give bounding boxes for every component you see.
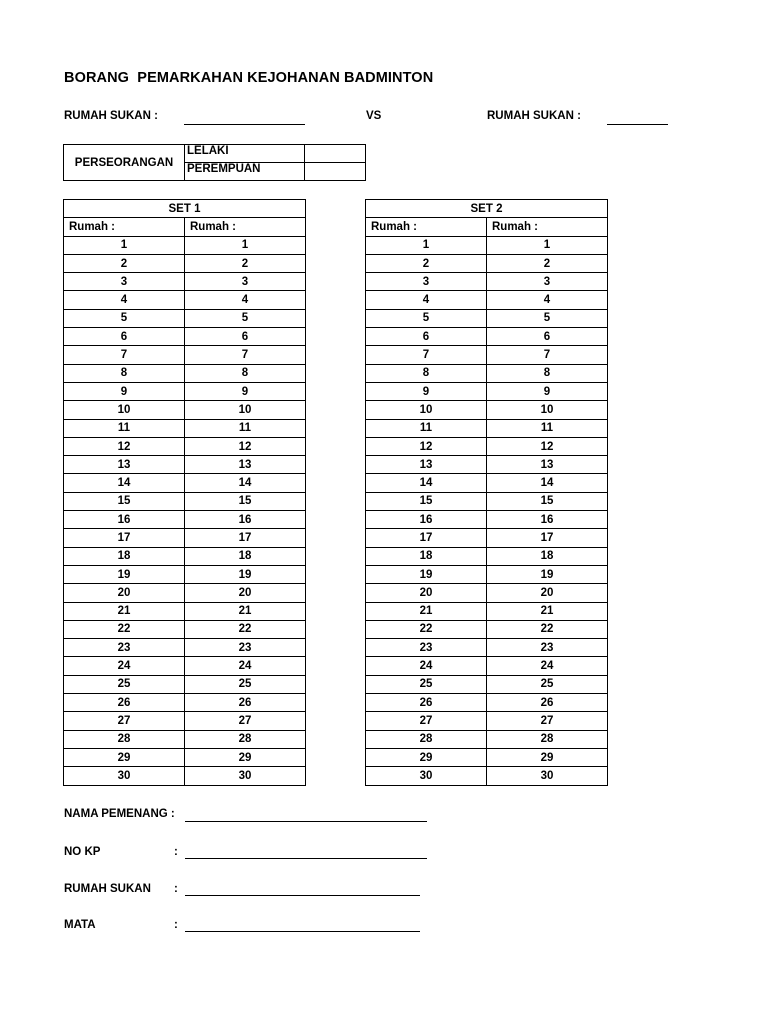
score-cell-right[interactable]: 5 bbox=[487, 309, 608, 327]
winner-name-label: NAMA PEMENANG : bbox=[64, 808, 175, 820]
score-row bbox=[366, 382, 608, 400]
score-cell-left[interactable]: 15 bbox=[64, 492, 185, 510]
score-cell-left[interactable]: 29 bbox=[366, 748, 487, 766]
score-row bbox=[366, 309, 608, 327]
score-cell-left[interactable]: 23 bbox=[64, 639, 185, 657]
score-cell-right[interactable]: 5 bbox=[185, 309, 306, 327]
score-cell-left[interactable]: 21 bbox=[64, 602, 185, 620]
score-row bbox=[64, 437, 306, 455]
score-cell-right[interactable]: 26 bbox=[185, 694, 306, 712]
sport-house-colon: : bbox=[174, 883, 178, 895]
category-checkbox-perempuan[interactable] bbox=[305, 163, 366, 181]
score-row bbox=[64, 584, 306, 602]
score-row bbox=[366, 565, 608, 583]
score-row bbox=[64, 547, 306, 565]
score-cell-left[interactable]: 13 bbox=[366, 456, 487, 474]
score-row bbox=[64, 291, 306, 309]
score-row bbox=[64, 730, 306, 748]
score-cell-right[interactable]: 28 bbox=[185, 730, 306, 748]
score-cell-right[interactable]: 15 bbox=[487, 492, 608, 510]
score-cell-right[interactable]: 14 bbox=[185, 474, 306, 492]
score-row bbox=[64, 309, 306, 327]
score-row bbox=[64, 620, 306, 638]
score-cell-right[interactable]: 10 bbox=[185, 401, 306, 419]
score-cell-right[interactable]: 14 bbox=[487, 474, 608, 492]
score-cell-left[interactable]: 8 bbox=[366, 364, 487, 382]
score-cell-left[interactable]: 30 bbox=[64, 767, 185, 785]
score-cell-right[interactable]: 11 bbox=[487, 419, 608, 437]
score-cell-left[interactable]: 4 bbox=[64, 291, 185, 309]
score-cell-right[interactable]: 18 bbox=[487, 547, 608, 565]
score-cell-left[interactable]: 17 bbox=[366, 529, 487, 547]
score-row bbox=[366, 254, 608, 272]
score-cell-left[interactable]: 2 bbox=[64, 254, 185, 272]
score-cell-right[interactable]: 12 bbox=[185, 437, 306, 455]
score-cell-right[interactable]: 11 bbox=[185, 419, 306, 437]
score-cell-left[interactable]: 1 bbox=[64, 236, 185, 254]
form-title: BORANG PEMARKAHAN KEJOHANAN BADMINTON bbox=[64, 70, 434, 86]
score-row bbox=[64, 382, 306, 400]
score-cell-left[interactable]: 24 bbox=[366, 657, 487, 675]
score-cell-left[interactable]: 23 bbox=[366, 639, 487, 657]
score-cell-right[interactable]: 21 bbox=[487, 602, 608, 620]
score-cell-left[interactable]: 16 bbox=[366, 511, 487, 529]
score-cell-left[interactable]: 29 bbox=[64, 748, 185, 766]
score-cell-right[interactable]: 8 bbox=[185, 364, 306, 382]
score-cell-right[interactable]: 13 bbox=[487, 456, 608, 474]
vs-label: VS bbox=[366, 110, 382, 122]
score-row bbox=[366, 547, 608, 565]
score-row bbox=[64, 712, 306, 730]
house-right-label: RUMAH SUKAN : bbox=[487, 110, 581, 122]
score-row bbox=[366, 364, 608, 382]
score-row bbox=[366, 273, 608, 291]
score-cell-right[interactable]: 7 bbox=[185, 346, 306, 364]
score-cell-right[interactable]: 28 bbox=[487, 730, 608, 748]
score-cell-left[interactable]: 15 bbox=[366, 492, 487, 510]
score-row bbox=[366, 401, 608, 419]
score-row bbox=[64, 657, 306, 675]
score-cell-left[interactable]: 27 bbox=[366, 712, 487, 730]
score-cell-right[interactable]: 29 bbox=[487, 748, 608, 766]
score-row bbox=[366, 584, 608, 602]
set-1-table bbox=[63, 199, 306, 786]
score-row bbox=[366, 511, 608, 529]
score-cell-right[interactable]: 13 bbox=[185, 456, 306, 474]
ic-number-label: NO KP bbox=[64, 846, 101, 858]
score-cell-left[interactable]: 7 bbox=[64, 346, 185, 364]
score-row bbox=[64, 364, 306, 382]
score-cell-right[interactable]: 7 bbox=[487, 346, 608, 364]
score-cell-right[interactable]: 20 bbox=[185, 584, 306, 602]
score-cell-right[interactable]: 29 bbox=[185, 748, 306, 766]
score-cell-left[interactable]: 18 bbox=[366, 547, 487, 565]
score-row bbox=[64, 492, 306, 510]
score-cell-left[interactable]: 14 bbox=[64, 474, 185, 492]
set-title: SET 2 bbox=[366, 200, 608, 218]
ic-number-field[interactable] bbox=[185, 858, 427, 859]
score-row bbox=[64, 419, 306, 437]
score-cell-right[interactable]: 19 bbox=[487, 565, 608, 583]
score-row bbox=[366, 748, 608, 766]
score-cell-left[interactable]: 10 bbox=[366, 401, 487, 419]
score-cell-right[interactable]: 26 bbox=[487, 694, 608, 712]
score-row bbox=[366, 492, 608, 510]
score-row bbox=[64, 273, 306, 291]
score-row bbox=[64, 675, 306, 693]
score-cell-right[interactable]: 4 bbox=[487, 291, 608, 309]
category-table bbox=[63, 144, 366, 181]
score-cell-left[interactable]: 16 bbox=[64, 511, 185, 529]
score-cell-left[interactable]: 13 bbox=[64, 456, 185, 474]
category-label: PERSEORANGAN bbox=[64, 145, 185, 181]
score-row bbox=[64, 254, 306, 272]
score-row bbox=[366, 694, 608, 712]
score-row bbox=[366, 675, 608, 693]
sport-house-field[interactable] bbox=[185, 895, 420, 896]
sport-house-label: RUMAH SUKAN bbox=[64, 883, 151, 895]
score-row bbox=[64, 474, 306, 492]
score-cell-right[interactable]: 3 bbox=[185, 273, 306, 291]
score-cell-left[interactable]: 24 bbox=[64, 657, 185, 675]
score-cell-right[interactable]: 16 bbox=[185, 511, 306, 529]
score-row bbox=[366, 657, 608, 675]
score-row bbox=[366, 529, 608, 547]
score-cell-right[interactable]: 30 bbox=[487, 767, 608, 785]
score-cell-left[interactable]: 26 bbox=[64, 694, 185, 712]
score-cell-right[interactable]: 25 bbox=[185, 675, 306, 693]
set-2-table bbox=[365, 199, 608, 786]
score-row bbox=[64, 639, 306, 657]
score-cell-right[interactable]: 15 bbox=[185, 492, 306, 510]
score-cell-left[interactable]: 5 bbox=[64, 309, 185, 327]
score-row bbox=[64, 529, 306, 547]
score-cell-left[interactable]: 14 bbox=[366, 474, 487, 492]
score-cell-left[interactable]: 1 bbox=[366, 236, 487, 254]
score-cell-left[interactable]: 19 bbox=[64, 565, 185, 583]
score-cell-left[interactable]: 25 bbox=[64, 675, 185, 693]
score-row bbox=[64, 748, 306, 766]
house-right-field[interactable] bbox=[607, 124, 668, 125]
score-row bbox=[366, 639, 608, 657]
score-row bbox=[64, 694, 306, 712]
points-field[interactable] bbox=[185, 931, 420, 932]
score-row bbox=[64, 565, 306, 583]
points-colon: : bbox=[174, 919, 178, 931]
house-label: Rumah : bbox=[487, 218, 608, 236]
score-cell-left[interactable]: 22 bbox=[64, 620, 185, 638]
score-cell-left[interactable]: 20 bbox=[64, 584, 185, 602]
score-cell-right[interactable]: 27 bbox=[185, 712, 306, 730]
score-cell-left[interactable]: 12 bbox=[64, 437, 185, 455]
score-cell-left[interactable]: 25 bbox=[366, 675, 487, 693]
score-row bbox=[366, 602, 608, 620]
score-cell-right[interactable]: 6 bbox=[185, 328, 306, 346]
score-cell-right[interactable]: 9 bbox=[185, 382, 306, 400]
score-cell-left[interactable]: 4 bbox=[366, 291, 487, 309]
score-cell-left[interactable]: 27 bbox=[64, 712, 185, 730]
score-row bbox=[64, 511, 306, 529]
score-cell-left[interactable]: 9 bbox=[64, 382, 185, 400]
score-cell-left[interactable]: 2 bbox=[366, 254, 487, 272]
score-row bbox=[64, 236, 306, 254]
house-left-field[interactable] bbox=[184, 124, 305, 125]
score-cell-left[interactable]: 10 bbox=[64, 401, 185, 419]
set-title: SET 1 bbox=[64, 200, 306, 218]
score-cell-left[interactable]: 11 bbox=[366, 419, 487, 437]
score-row bbox=[64, 602, 306, 620]
score-row bbox=[366, 437, 608, 455]
score-cell-right[interactable]: 21 bbox=[185, 602, 306, 620]
score-cell-right[interactable]: 24 bbox=[185, 657, 306, 675]
score-cell-left[interactable]: 3 bbox=[366, 273, 487, 291]
score-row bbox=[366, 767, 608, 785]
winner-name-field[interactable] bbox=[185, 821, 427, 822]
score-cell-left[interactable]: 28 bbox=[366, 730, 487, 748]
score-row bbox=[366, 291, 608, 309]
score-cell-right[interactable]: 17 bbox=[487, 529, 608, 547]
score-cell-right[interactable]: 20 bbox=[487, 584, 608, 602]
score-cell-left[interactable]: 18 bbox=[64, 547, 185, 565]
house-label: Rumah : bbox=[185, 218, 306, 236]
score-cell-right[interactable]: 2 bbox=[487, 254, 608, 272]
score-cell-left[interactable]: 17 bbox=[64, 529, 185, 547]
score-cell-right[interactable]: 1 bbox=[487, 236, 608, 254]
score-row bbox=[366, 620, 608, 638]
score-row bbox=[366, 419, 608, 437]
score-cell-right[interactable]: 27 bbox=[487, 712, 608, 730]
score-cell-left[interactable]: 19 bbox=[366, 565, 487, 583]
score-cell-right[interactable]: 22 bbox=[185, 620, 306, 638]
score-cell-right[interactable]: 23 bbox=[487, 639, 608, 657]
score-row bbox=[64, 346, 306, 364]
score-row bbox=[64, 328, 306, 346]
score-cell-right[interactable]: 6 bbox=[487, 328, 608, 346]
score-cell-right[interactable]: 1 bbox=[185, 236, 306, 254]
score-cell-right[interactable]: 23 bbox=[185, 639, 306, 657]
score-cell-right[interactable]: 4 bbox=[185, 291, 306, 309]
score-cell-right[interactable]: 16 bbox=[487, 511, 608, 529]
score-cell-left[interactable]: 21 bbox=[366, 602, 487, 620]
score-cell-right[interactable]: 24 bbox=[487, 657, 608, 675]
score-row bbox=[64, 767, 306, 785]
score-cell-right[interactable]: 19 bbox=[185, 565, 306, 583]
category-option-lelaki: LELAKI bbox=[185, 145, 305, 163]
score-row bbox=[366, 474, 608, 492]
score-cell-left[interactable]: 11 bbox=[64, 419, 185, 437]
score-row bbox=[64, 401, 306, 419]
category-option-perempuan: PEREMPUAN bbox=[185, 163, 305, 181]
score-cell-right[interactable]: 22 bbox=[487, 620, 608, 638]
score-row bbox=[366, 730, 608, 748]
score-cell-right[interactable]: 3 bbox=[487, 273, 608, 291]
score-cell-left[interactable]: 7 bbox=[366, 346, 487, 364]
score-cell-right[interactable]: 12 bbox=[487, 437, 608, 455]
category-checkbox-lelaki[interactable] bbox=[305, 145, 366, 163]
score-cell-right[interactable]: 30 bbox=[185, 767, 306, 785]
score-cell-left[interactable]: 8 bbox=[64, 364, 185, 382]
score-row bbox=[64, 456, 306, 474]
score-cell-left[interactable]: 20 bbox=[366, 584, 487, 602]
score-cell-left[interactable]: 6 bbox=[64, 328, 185, 346]
house-label: Rumah : bbox=[366, 218, 487, 236]
score-row bbox=[366, 328, 608, 346]
points-label: MATA bbox=[64, 919, 96, 931]
score-cell-left[interactable]: 3 bbox=[64, 273, 185, 291]
score-cell-right[interactable]: 2 bbox=[185, 254, 306, 272]
score-row bbox=[366, 346, 608, 364]
house-left-label: RUMAH SUKAN : bbox=[64, 110, 158, 122]
score-cell-right[interactable]: 9 bbox=[487, 382, 608, 400]
house-label: Rumah : bbox=[64, 218, 185, 236]
score-cell-right[interactable]: 25 bbox=[487, 675, 608, 693]
score-cell-left[interactable]: 30 bbox=[366, 767, 487, 785]
score-cell-right[interactable]: 8 bbox=[487, 364, 608, 382]
score-cell-right[interactable]: 10 bbox=[487, 401, 608, 419]
score-cell-left[interactable]: 5 bbox=[366, 309, 487, 327]
score-cell-left[interactable]: 12 bbox=[366, 437, 487, 455]
score-cell-left[interactable]: 26 bbox=[366, 694, 487, 712]
score-cell-left[interactable]: 9 bbox=[366, 382, 487, 400]
score-cell-right[interactable]: 18 bbox=[185, 547, 306, 565]
score-cell-left[interactable]: 28 bbox=[64, 730, 185, 748]
score-cell-left[interactable]: 22 bbox=[366, 620, 487, 638]
score-row bbox=[366, 712, 608, 730]
score-row bbox=[366, 456, 608, 474]
ic-number-colon: : bbox=[174, 846, 178, 858]
score-row bbox=[366, 236, 608, 254]
score-cell-right[interactable]: 17 bbox=[185, 529, 306, 547]
score-cell-left[interactable]: 6 bbox=[366, 328, 487, 346]
